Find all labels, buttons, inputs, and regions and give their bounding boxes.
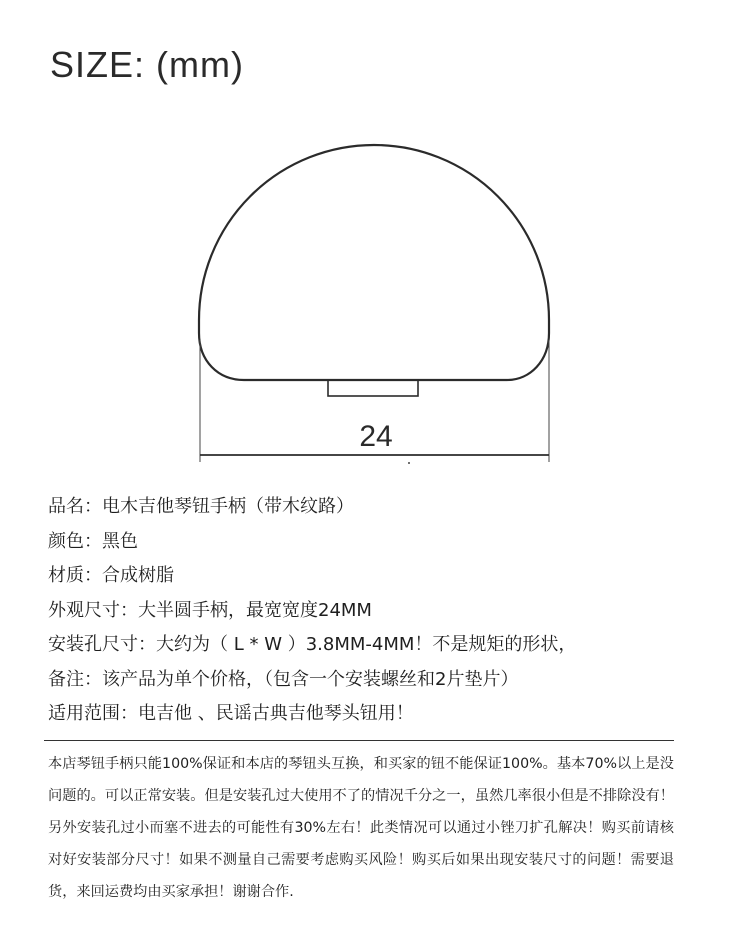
section-divider bbox=[44, 740, 674, 741]
product-specs bbox=[48, 490, 728, 732]
spec-product-name: 品名：电木吉他琴钮手柄（带木纹路） bbox=[48, 496, 354, 517]
mounting-tab bbox=[328, 380, 418, 396]
spec-material: 材质：合成树脂 bbox=[48, 565, 174, 586]
dimension-label: 24 bbox=[359, 420, 393, 453]
spec-remarks: 备注：该产品为单个价格，（包含一个安装螺丝和2片垫片） bbox=[48, 668, 519, 690]
purchase-notice: 本店琴钮手柄只能100%保证和本店的琴钮头互换，和买家的钮不能保证100%。基本70%以上是没问题的。可以正常安装。但是安装孔过大使用不了的情况千分之一，虽然几率很小但是不排除没有！另外安装孔过小而塞不进去的可能性有30%左右！此类情况可以通过小锉刀扩孔解决！购买前请核对好安装部分尺寸！如果不测量自己需要考虑购买风险！购买后如果出现安装尺寸的问题！需要退货，来回运费均由买家承担！谢谢合作. bbox=[48, 756, 674, 900]
spec-hole-size: 安装孔尺寸：大约为（ L * W ）3.8MM-4MM！不是规矩的形状， bbox=[48, 634, 577, 655]
spec-color: 颜色：黑色 bbox=[48, 530, 138, 552]
spec-dimensions: 外观尺寸：大半圆手柄，最宽宽度24MM bbox=[48, 599, 372, 621]
knob-outline bbox=[199, 145, 549, 380]
dimension-dot bbox=[408, 462, 410, 464]
spec-usage: 适用范围：电吉他 、民谣古典吉他琴头钮用！ bbox=[48, 703, 414, 724]
size-title: SIZE: (mm) bbox=[50, 44, 244, 85]
